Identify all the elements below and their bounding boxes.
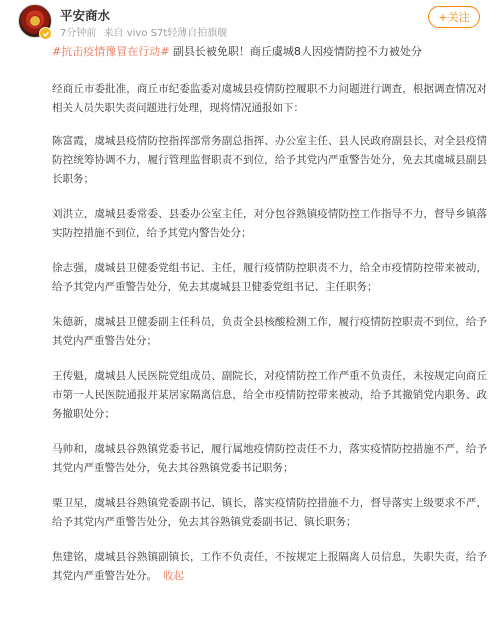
post-source: 来自 vivo S7t轻薄自拍旗舰 <box>103 28 228 39</box>
police-emblem-icon <box>28 14 42 28</box>
paragraph-intro: 经商丘市委批准，商丘市纪委监委对虞城县疫情防控履职不力问题进行调查，根据调查情况对相关人员失职失责问题进行处理，现将情况通报如下： <box>52 83 487 114</box>
headline-text: 副县长被免职！商丘虞城8人因疫情防控不力被处分 <box>172 45 422 58</box>
account-name[interactable]: 平安商水 <box>60 8 111 23</box>
paragraph: 王传魁，虞城县人民医院党组成员、副院长，对疫情防控工作严重不负责任，未按规定向商丘市第一人民医院通报并某居家隔离信息，给全市疫情防控带来被动，给予其撤销党内职务、政务撤职处分； <box>52 370 487 420</box>
post-header <box>12 0 486 42</box>
paragraph-last <box>52 548 487 586</box>
paragraph-last-text: 焦建铭，虞城县谷熟镇副镇长，工作不负责任，不按规定上报隔离人员信息，失职失责，给予其党内严重警告处分。 <box>52 551 487 582</box>
verified-icon <box>39 27 52 40</box>
follow-button[interactable]: +关注 <box>428 6 480 28</box>
collapse-link[interactable]: 收起 <box>163 570 184 582</box>
paragraph: 栗卫星，虞城县谷熟镇党委副书记、镇长，落实疫情防控措施不力，督导落实上级要求不严，给予其党内严重警告处分，免去其谷熟镇党委副书记、镇长职务； <box>52 497 487 528</box>
post-meta <box>60 24 231 39</box>
paragraph: 徐志强，虞城县卫健委党组书记、主任，履行疫情防控职责不力，给全市疫情防控带来被动，给予其党内严重警告处分，免去其虞城县卫健委党组书记、主任职务； <box>52 262 487 293</box>
topic-tag-link[interactable]: #抗击疫情豫冒在行动# <box>52 45 170 58</box>
paragraph: 朱德新，虞城县卫健委副主任科员，负责全县核酸检测工作，履行疫情防控职责不到位，给予其党内严重警告处分； <box>52 316 487 347</box>
paragraph: 陈富霞，虞城县疫情防控指挥部常务副总指挥、办公室主任、县人民政府副县长，对全县疫情防控统筹协调不力，履行管理监督职责不到位，给予其党内严重警告处分，免去其虞城县副县长职务； <box>52 135 487 185</box>
post-time: 7分钟前 <box>60 28 97 39</box>
paragraph: 马帅和，虞城县谷熟镇党委书记，履行属地疫情防控责任不力，落实疫情防控措施不严，给予其党内严重警告处分，免去其谷熟镇党委书记职务； <box>52 443 487 474</box>
post-body <box>52 80 487 602</box>
post-headline <box>52 44 482 60</box>
paragraph: 刘洪立，虞城县委常委、县委办公室主任，对分包谷熟镇疫情防控工作指导不力，督导乡镇落实防控措施不到位，给予其党内警告处分； <box>52 208 487 239</box>
